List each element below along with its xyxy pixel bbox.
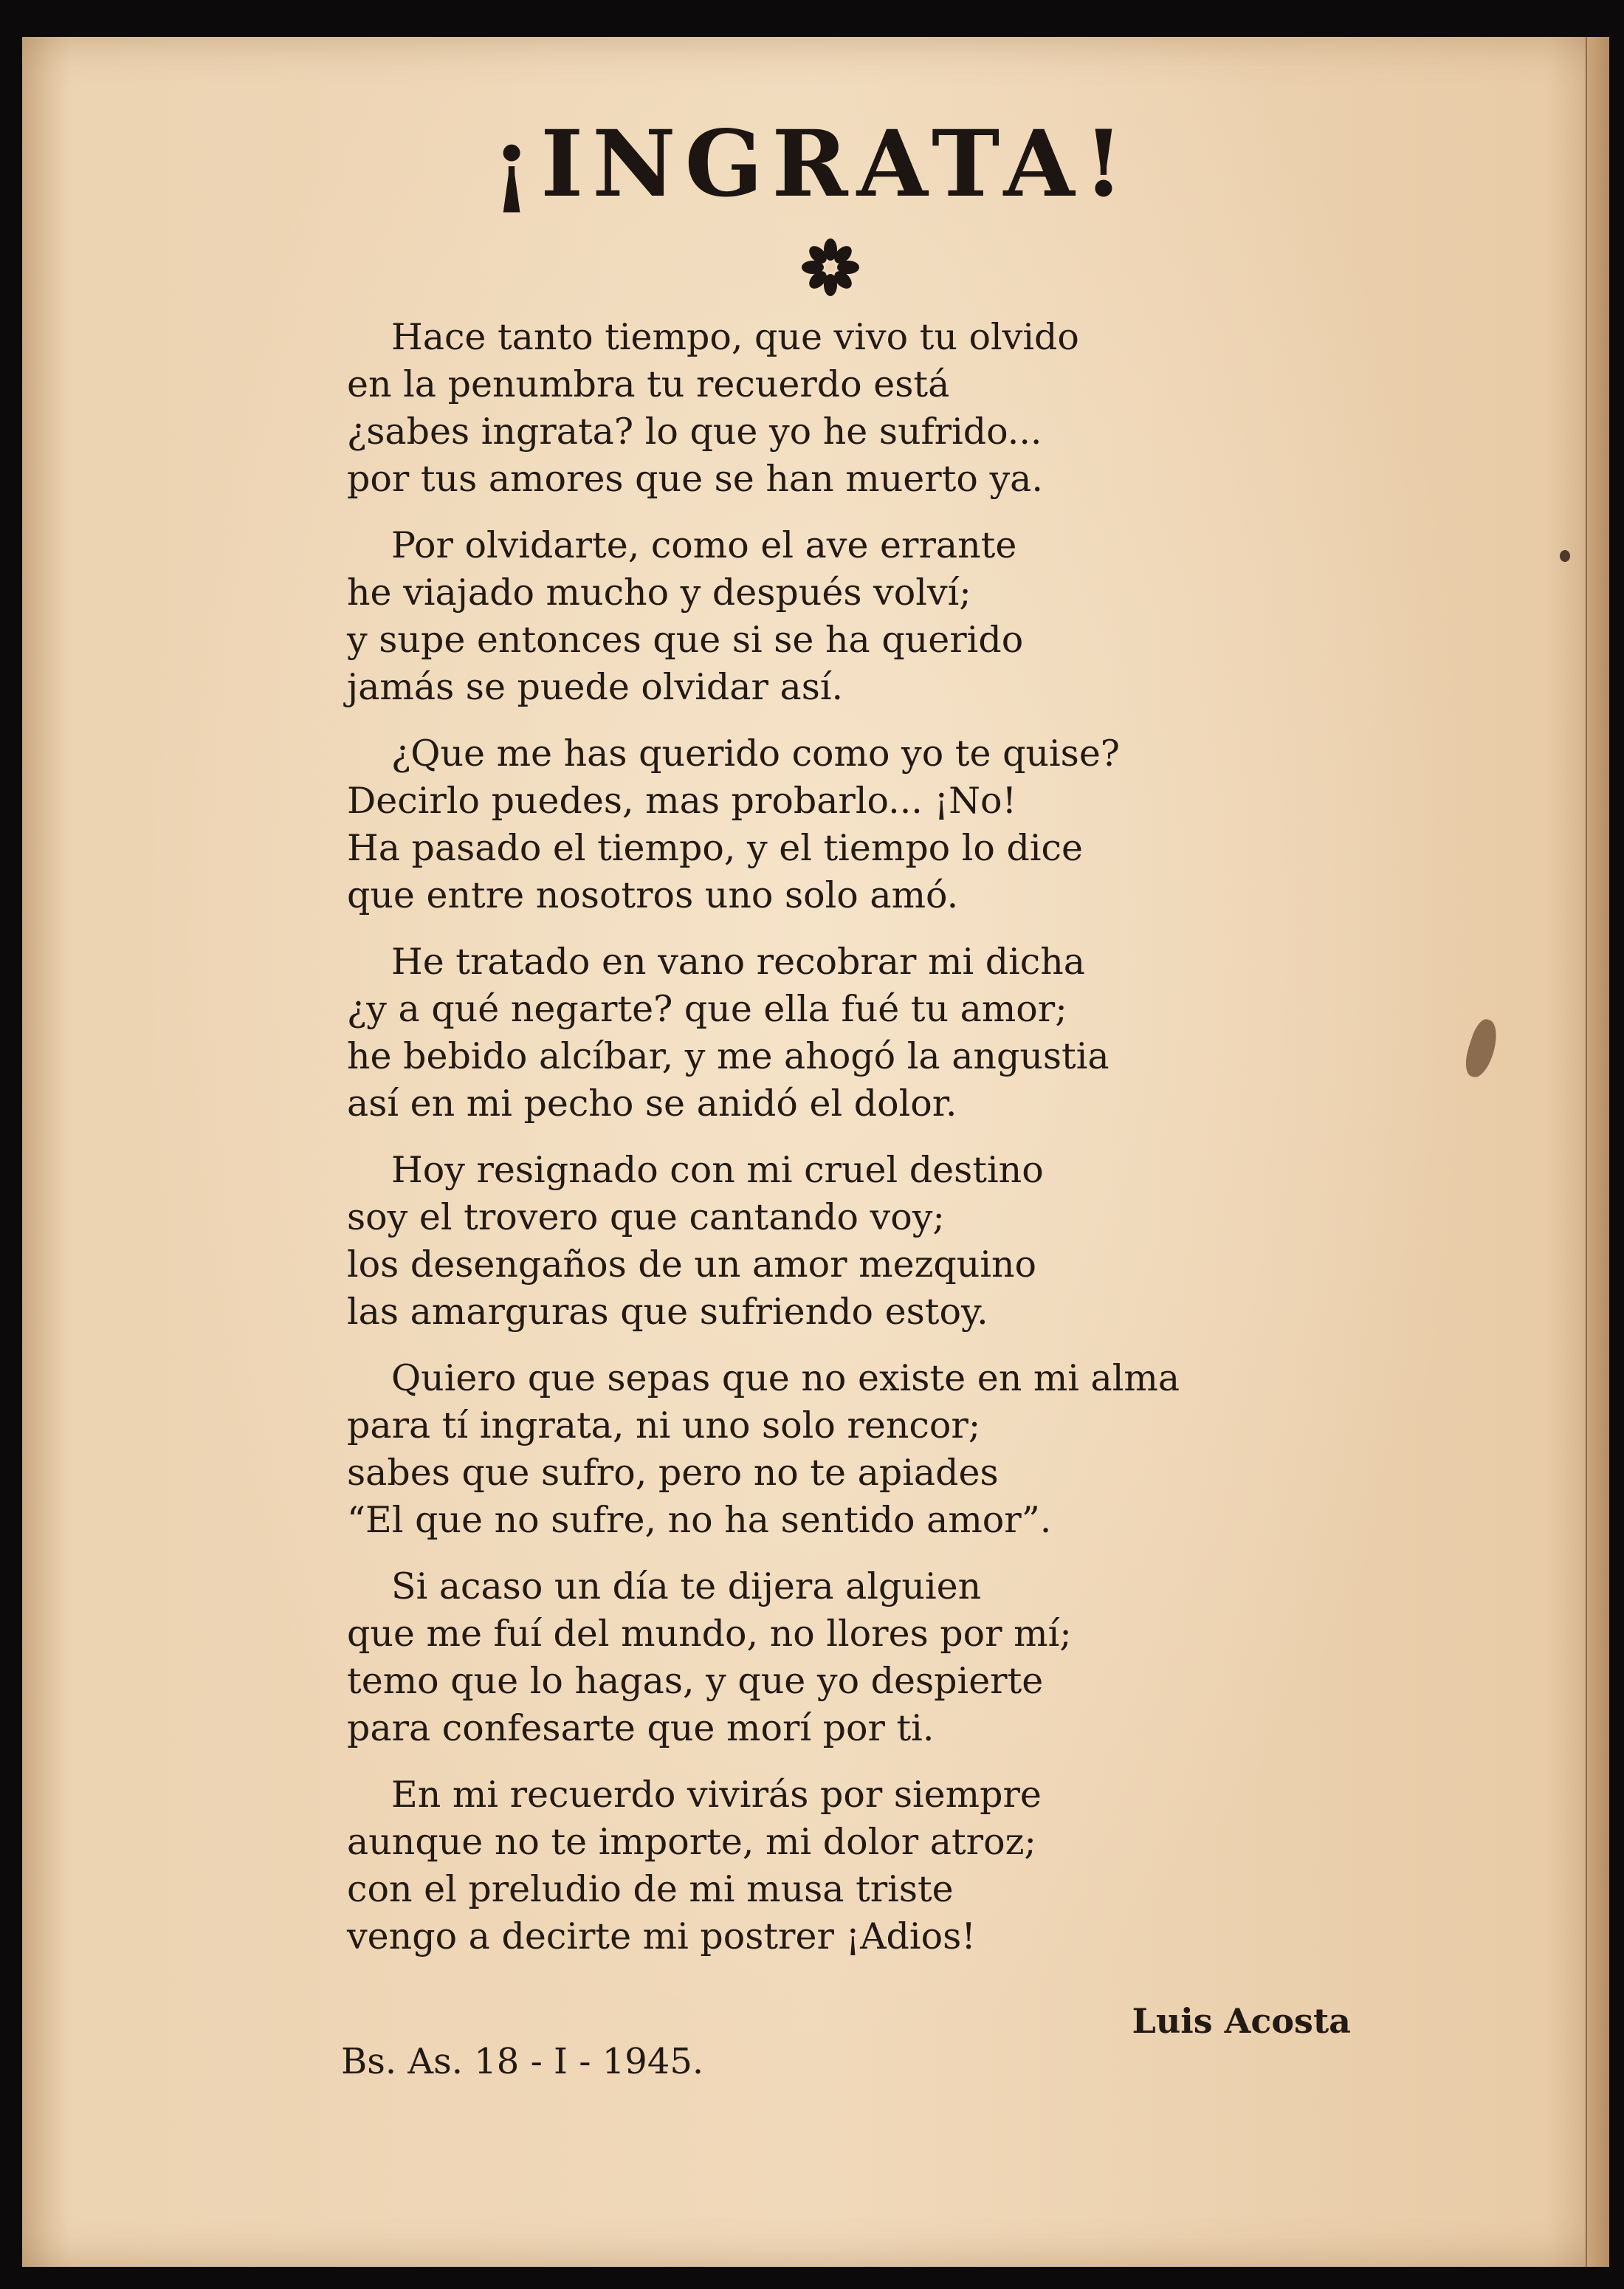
poem-line: por tus amores que se han muerto ya. [347,458,1043,500]
poem-title: ¡INGRATA! [491,111,1133,218]
page-edge [1586,37,1609,2267]
poem-line: ¿sabes ingrata? lo que yo he sufrido... [347,411,1042,453]
poem-line: temo que lo hagas, y que yo despierte [347,1660,1044,1702]
poem-line: He tratado en vano recobrar mi dicha [391,941,1085,983]
poem-line: ¿y a qué negarte? que ella fué tu amor; [347,988,1067,1030]
poem-line: he bebido alcíbar, y me ahogó la angustia [347,1035,1109,1077]
poem-line: vengo a decirte mi postrer ¡Adios! [347,1915,976,1957]
flower-ornament-icon [801,238,860,297]
poem-line: las amarguras que sufriendo estoy. [347,1291,988,1333]
poem-line: Hace tanto tiempo, que vivo tu olvido [391,316,1079,358]
stanza [347,1771,1307,1960]
poem-line: “El que no sufre, no ha sentido amor”. [347,1499,1052,1541]
poem-line: los desengaños de un amor mezquino [347,1243,1037,1286]
poem-line: para tí ingrata, ni uno solo rencor; [347,1404,981,1447]
poem-line: Decirlo puedes, mas probarlo... ¡No! [347,780,1017,822]
poem-line: aunque no te importe, mi dolor atroz; [347,1821,1036,1863]
poem-line: Ha pasado el tiempo, y el tiempo lo dice [347,827,1083,869]
poem-line: sabes que sufro, pero no te apiades [347,1452,999,1494]
poem-line: con el preludio de mi musa triste [347,1868,954,1910]
poem-line: que entre nosotros uno solo amó. [347,874,959,916]
poem-line: que me fuí del mundo, no llores por mí; [347,1613,1072,1655]
stanza [347,730,1307,919]
poem-line: Hoy resignado con mi cruel destino [391,1149,1044,1191]
paper-stain [1460,1017,1502,1081]
poem-line: Por olvidarte, como el ave errante [391,524,1017,566]
stanza [347,1355,1307,1544]
poem-line: En mi recuerdo vivirás por siempre [391,1774,1042,1816]
poem-line: he viajado mucho y después volví; [347,572,971,614]
poem-body [347,314,1307,1980]
stanza [347,1563,1307,1752]
paper-spot [1560,550,1570,562]
stanza [347,938,1307,1128]
poem-line: en la penumbra tu recuerdo está [347,363,950,405]
stanza [347,1147,1307,1336]
poem-line: soy el trovero que cantando voy; [347,1196,945,1238]
poem-line: y supe entonces que si se ha querido [347,619,1024,661]
date-line: Bs. As. 18 - I - 1945. [341,2041,704,2082]
stanza [347,314,1307,503]
author-signature: Luis Acosta [1132,2001,1351,2041]
poem-line: jamás se puede olvidar así. [347,666,844,708]
poem-line: Si acaso un día te dijera alguien [391,1565,982,1607]
poem-line: así en mi pecho se anidó el dolor. [347,1082,957,1125]
poem-line: Quiero que sepas que no existe en mi alma [391,1357,1180,1399]
poem-line: ¿Que me has querido como yo te quise? [391,732,1121,775]
poem-line: para confesarte que morí por ti. [347,1707,935,1749]
stanza [347,522,1307,711]
